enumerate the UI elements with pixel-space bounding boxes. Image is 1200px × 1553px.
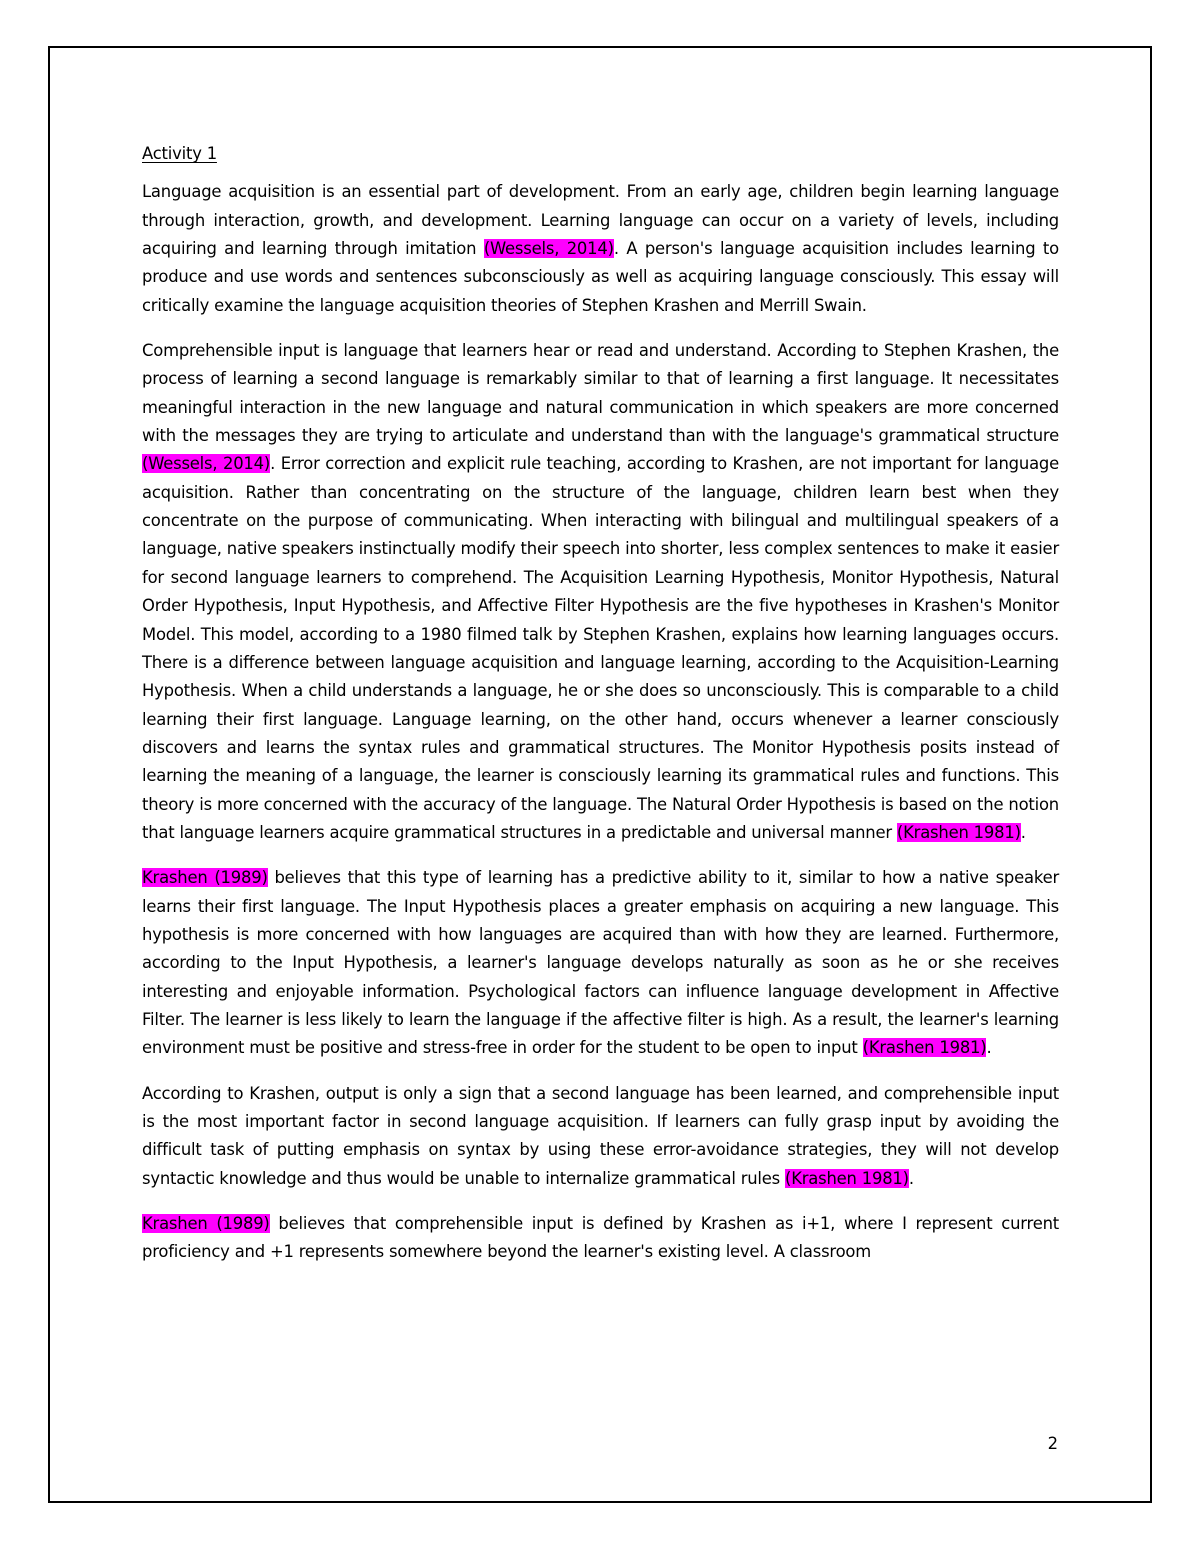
page-number: 2 [1047, 1434, 1058, 1453]
paragraph [142, 864, 1059, 1062]
citation-highlight: Krashen (1989) [142, 1214, 270, 1234]
paragraph-text: Comprehensible input is language that learners hear or read and understand. According to Stephen Krashen, the process of learning a second language is remarkably similar to that of learning a first language. It necessitates meaningful interaction in the new language and natural communication in which speakers are more concerned with the messages they are trying to articulate and understand than with the language's grammatical structure [142, 341, 1059, 446]
paragraph-text: believes that comprehensible input is defined by Krashen as i+1, where I represent current proficiency and +1 represents somewhere beyond the learner's existing level. A classroom [142, 1214, 1059, 1262]
citation-highlight: (Krashen 1981) [896, 822, 1021, 842]
paragraph-text: . A person's language acquisition includes learning to produce and use words and sentences subconsciously as well as acquiring language consciously. This essay will critically examine the language acquisition theories of Stephen Krashen and Merrill Swain. [142, 239, 1059, 315]
paragraph-text: believes that this type of learning has a predictive ability to it, similar to how a native speaker learns their first language. The Input Hypothesis places a greater emphasis on acquiring a new language. This hypothesis is more concerned with how languages are acquired than with how they are learned. Furthermore, according to the Input Hypothesis, a learner's language develops naturally as soon as he or she receives interesting and enjoyable information. Psychological factors can influence language development in Affective Filter. The learner is less likely to learn the language if the affective filter is high. As a result, the learner's learning environment must be positive and stress-free in order for the student to be open to input [142, 868, 1059, 1058]
paragraph [142, 337, 1059, 847]
paragraph [142, 1210, 1059, 1267]
paragraph-text: . Error correction and explicit rule teaching, according to Krashen, are not important for language acquisition. Rather than concentrating on the structure of the language, children learn best when they concentrate on the purpose of communicating. When interacting with bilingual and multilingual speakers of a language, native speakers instinctually modify their speech into shorter, less complex sentences to make it easier for second language learners to comprehend. The Acquisition Learning Hypothesis, Monitor Hypothesis, Natural Order Hypothesis, Input Hypothesis, and Affective Filter Hypothesis are the five hypotheses in Krashen's Monitor Model. This model, according to a 1980 filmed talk by Stephen Krashen, explains how learning languages occurs. There is a difference between language acquisition and language learning, according to the Acquisition-Learning Hypothesis. When a child understands a language, he or she does so unconsciously. This is comparable to a child learning their first language. Language learning, on the other hand, occurs whenever a learner consciously discovers and learns the syntax rules and grammatical structures. The Monitor Hypothesis posits instead of learning the meaning of a language, the learner is consciously learning its grammatical rules and functions. This theory is more concerned with the accuracy of the language. The Natural Order Hypothesis is based on the notion that language learners acquire grammatical structures in a predictable and universal manner [142, 454, 1060, 842]
citation-highlight: (Krashen 1981) [862, 1038, 987, 1058]
citation-highlight: (Wessels, 2014) [142, 454, 271, 474]
paragraph-text: . [1020, 822, 1026, 842]
paragraph-text: According to Krashen, output is only a sign that a second language has been learned, and comprehensible input is the most important factor in second language acquisition. If learners can fully grasp input by avoiding the difficult task of putting emphasis on syntax by using these error-avoidance strategies, they will not develop syntactic knowledge and thus would be unable to internalize grammatical rules [142, 1083, 1059, 1188]
citation-highlight: (Krashen 1981) [785, 1168, 909, 1188]
section-heading: Activity 1 [142, 144, 217, 163]
paragraph-text: Language acquisition is an essential part of development. From an early age, children begin learning language through interaction, growth, and development. Learning language can occur on a variety of levels, including acquiring and learning through imitation [142, 182, 1059, 259]
citation-highlight: (Wessels, 2014) [483, 239, 614, 259]
paragraph [142, 1080, 1059, 1193]
citation-highlight: Krashen (1989) [142, 868, 268, 888]
paragraph-text: . [986, 1038, 992, 1058]
paragraph-text: . [908, 1168, 914, 1188]
paragraph [142, 178, 1059, 320]
document-body [142, 140, 1059, 1284]
